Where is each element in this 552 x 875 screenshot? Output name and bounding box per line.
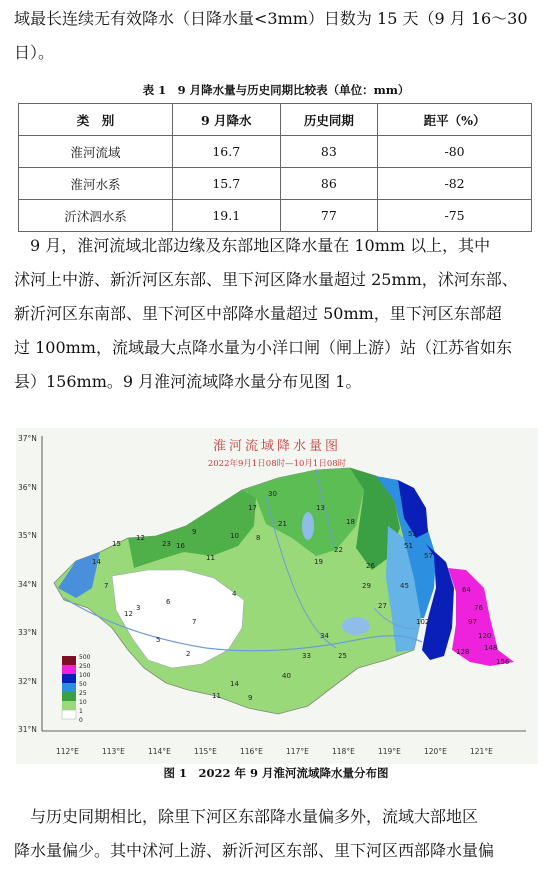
paragraph-distribution: 9 月，淮河流域北部边缘及东部地区降水量在 10mm 以上，其中 沭河上中游、新沂河区东部、里下河区降水量超过 25mm，沭河东部、 新沂河区东南部、里下河区中部降水量超过 50mm，里下河区东部超 过 100mm，流域最大点降水量为小洋口闸（闸上游）站（江苏省如东 县）156mm。9 月淮河流域降水量分布见图 1。 bbox=[14, 236, 518, 391]
station-value: 11 bbox=[212, 692, 221, 700]
station-value: 33 bbox=[302, 652, 311, 660]
table-caption: 表 1 9 月降水量与历史同期比较表（单位：mm） bbox=[142, 83, 410, 97]
table-header-row bbox=[19, 104, 532, 136]
station-value: 6 bbox=[166, 598, 171, 606]
lon-label: 121°E bbox=[470, 747, 493, 756]
station-value: 18 bbox=[346, 518, 355, 526]
legend-label: 25 bbox=[79, 690, 87, 697]
legend-swatch bbox=[62, 710, 76, 719]
station-value: 57 bbox=[424, 552, 433, 560]
station-value: 14 bbox=[92, 558, 101, 566]
table-cell: -80 bbox=[378, 136, 532, 168]
legend-label: 100 bbox=[79, 672, 91, 679]
station-value: 17 bbox=[248, 504, 257, 512]
column-header: 距平（%） bbox=[378, 104, 532, 136]
station-value: 16 bbox=[176, 542, 185, 550]
station-value: 12 bbox=[124, 610, 133, 618]
station-value: 23 bbox=[162, 540, 171, 548]
lat-label: 32°N bbox=[18, 677, 37, 686]
table-cell: 86 bbox=[280, 168, 377, 200]
lon-label: 117°E bbox=[286, 747, 309, 756]
lat-label: 33°N bbox=[18, 628, 37, 637]
rainfall-distribution-map bbox=[16, 428, 538, 764]
legend-label: 500 bbox=[79, 654, 91, 661]
station-value: 7 bbox=[104, 582, 109, 590]
table-cell: 15.7 bbox=[172, 168, 280, 200]
table-cell: 19.1 bbox=[172, 200, 280, 232]
table-cell: -82 bbox=[378, 168, 532, 200]
station-value: 3 bbox=[136, 604, 141, 612]
column-header: 9 月降水 bbox=[172, 104, 280, 136]
station-value: 30 bbox=[268, 490, 277, 498]
rainfall-comparison-table bbox=[18, 103, 532, 232]
station-value: 11 bbox=[206, 554, 215, 562]
map-subtitle: 2022年9月1日08时—10月1日08时 bbox=[207, 459, 347, 469]
station-value: 120 bbox=[478, 632, 492, 640]
lon-label: 119°E bbox=[378, 747, 401, 756]
station-value: 10 bbox=[230, 532, 239, 540]
station-value: 34 bbox=[320, 632, 329, 640]
lon-label: 114°E bbox=[148, 747, 171, 756]
station-value: 22 bbox=[334, 546, 343, 554]
legend-swatch bbox=[62, 692, 76, 701]
station-value: 148 bbox=[484, 644, 498, 652]
station-value: 2 bbox=[186, 650, 191, 658]
column-header: 类 别 bbox=[19, 104, 173, 136]
table-row bbox=[19, 200, 532, 232]
station-value: 9 bbox=[192, 528, 197, 536]
station-value: 19 bbox=[314, 558, 323, 566]
legend-swatch bbox=[62, 701, 76, 710]
station-value: 97 bbox=[468, 618, 477, 626]
station-value: 128 bbox=[456, 648, 470, 656]
legend-swatch bbox=[62, 665, 76, 674]
station-value: 14 bbox=[230, 680, 239, 688]
lon-label: 118°E bbox=[332, 747, 355, 756]
legend-label: 0 bbox=[79, 717, 83, 724]
legend-swatch bbox=[62, 683, 76, 692]
legend-label: 10 bbox=[79, 699, 87, 706]
lat-label: 34°N bbox=[18, 580, 37, 589]
station-value: 102 bbox=[416, 618, 430, 626]
table-cell: 83 bbox=[280, 136, 377, 168]
legend-swatch bbox=[62, 656, 76, 665]
table-cell: 淮河水系 bbox=[19, 168, 173, 200]
table-cell: 沂沭泗水系 bbox=[19, 200, 173, 232]
legend-label: 50 bbox=[79, 681, 87, 688]
table-cell: -75 bbox=[378, 200, 532, 232]
station-value: 40 bbox=[282, 672, 291, 680]
lake bbox=[342, 617, 370, 635]
lat-label: 35°N bbox=[18, 531, 37, 540]
station-value: 9 bbox=[248, 694, 253, 702]
table-cell: 16.7 bbox=[172, 136, 280, 168]
legend-label: 1 bbox=[79, 708, 83, 715]
lat-label: 31°N bbox=[18, 725, 37, 734]
lon-label: 113°E bbox=[102, 747, 125, 756]
lon-label: 116°E bbox=[240, 747, 263, 756]
station-value: 27 bbox=[378, 602, 387, 610]
station-value: 51 bbox=[404, 542, 413, 550]
station-value: 5 bbox=[156, 636, 161, 644]
lake bbox=[302, 512, 314, 540]
lat-label: 37°N bbox=[18, 434, 37, 443]
station-value: 29 bbox=[362, 582, 371, 590]
lon-label: 120°E bbox=[424, 747, 447, 756]
lon-label: 115°E bbox=[194, 747, 217, 756]
station-value: 21 bbox=[278, 520, 287, 528]
column-header: 历史同期 bbox=[280, 104, 377, 136]
station-value: 7 bbox=[192, 618, 197, 626]
station-value: 25 bbox=[338, 652, 347, 660]
station-value: 12 bbox=[136, 534, 145, 542]
lon-label: 112°E bbox=[56, 747, 79, 756]
paragraph-intro: 域最长连续无有效降水（日降水量<3mm）日数为 15 天（9 月 16～30 日）。 bbox=[14, 9, 528, 62]
station-value: 15 bbox=[112, 540, 121, 548]
lat-label: 36°N bbox=[18, 483, 37, 492]
map-title: 淮河流域降水量图 bbox=[212, 439, 342, 454]
station-value: 64 bbox=[462, 586, 471, 594]
station-value: 52 bbox=[408, 530, 417, 538]
table-cell: 77 bbox=[280, 200, 377, 232]
station-value: 13 bbox=[316, 504, 325, 512]
station-value: 45 bbox=[400, 582, 409, 590]
station-value: 76 bbox=[474, 604, 483, 612]
legend-label: 250 bbox=[79, 663, 91, 670]
station-value: 8 bbox=[256, 534, 261, 542]
station-value: 4 bbox=[232, 590, 237, 598]
station-value: 26 bbox=[366, 562, 375, 570]
paragraph-comparison: 与历史同期相比，除里下河区东部降水量偏多外，流域大部地区 降水量偏少。其中沭河上游、新沂河区东部、里下河区西部降水量偏 bbox=[14, 807, 495, 860]
table-row bbox=[19, 136, 532, 168]
station-value: 156 bbox=[496, 658, 510, 666]
legend-swatch bbox=[62, 674, 76, 683]
table-row bbox=[19, 168, 532, 200]
table-cell: 淮河流域 bbox=[19, 136, 173, 168]
figure-caption: 图 1 2022 年 9 月淮河流域降水量分布图 bbox=[163, 766, 389, 780]
